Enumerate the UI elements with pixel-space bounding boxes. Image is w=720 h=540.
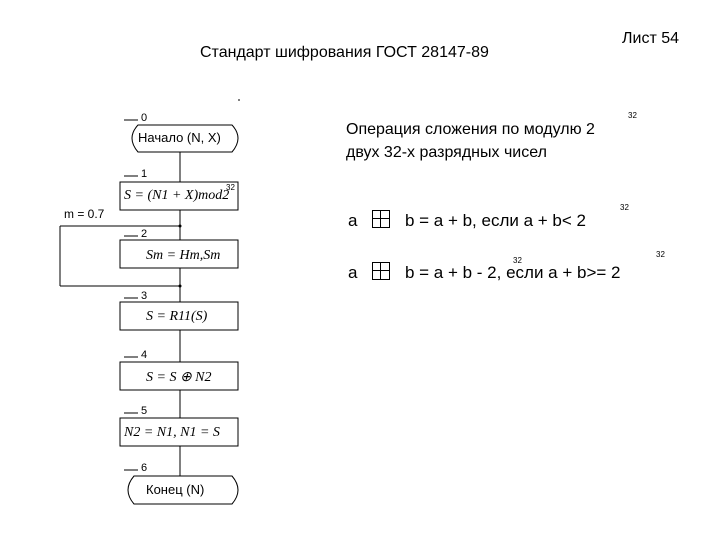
formula-2-exponent-mid: 32 — [513, 256, 522, 265]
page-title: Стандарт шифрования ГОСТ 28147-89 — [200, 44, 489, 61]
formula-1-exponent: 32 — [620, 203, 629, 212]
block-1-number: 1 — [141, 168, 148, 180]
block-0-number: 0 — [141, 112, 148, 124]
block-1-label: S = (N1 + X)mod2 — [124, 188, 230, 203]
operation-line-1: Операция сложения по модулю 2 — [346, 121, 595, 138]
operation-line-2: двух 32-х разрядных чисел — [346, 144, 547, 161]
operation-exponent: 32 — [628, 111, 637, 120]
sheet-number: Лист 54 — [622, 30, 680, 47]
start-label: Начало (N, X) — [138, 130, 221, 145]
formula-2-text-post: , если a + b>= 2 — [496, 263, 621, 282]
block-2-number: 2 — [141, 228, 148, 240]
formula-1-a: a — [348, 211, 358, 230]
block-5-label: N2 = N1, N1 = S — [124, 425, 220, 440]
block-3-label: S = R11(S) — [146, 309, 208, 324]
formula-2-exponent: 32 — [656, 250, 665, 259]
block-6-number: 6 — [141, 462, 148, 474]
formula-2-a: a — [348, 263, 358, 282]
block-2-label: Sm = Hm,Sm — [146, 248, 221, 263]
end-label: Конец (N) — [146, 482, 205, 497]
block-3-number: 3 — [141, 290, 148, 302]
block-4-label: S = S ⊕ N2 — [146, 370, 212, 385]
block-5-number: 5 — [141, 405, 148, 417]
block-1-exponent: 32 — [226, 183, 235, 192]
block-4-number: 4 — [141, 349, 148, 361]
formula-1-text: b = a + b, если a + b< 2 — [404, 211, 586, 230]
loop-label: m = 0.7 — [64, 207, 105, 221]
formula-2-text-pre: b = a + b - 2 — [404, 263, 497, 282]
